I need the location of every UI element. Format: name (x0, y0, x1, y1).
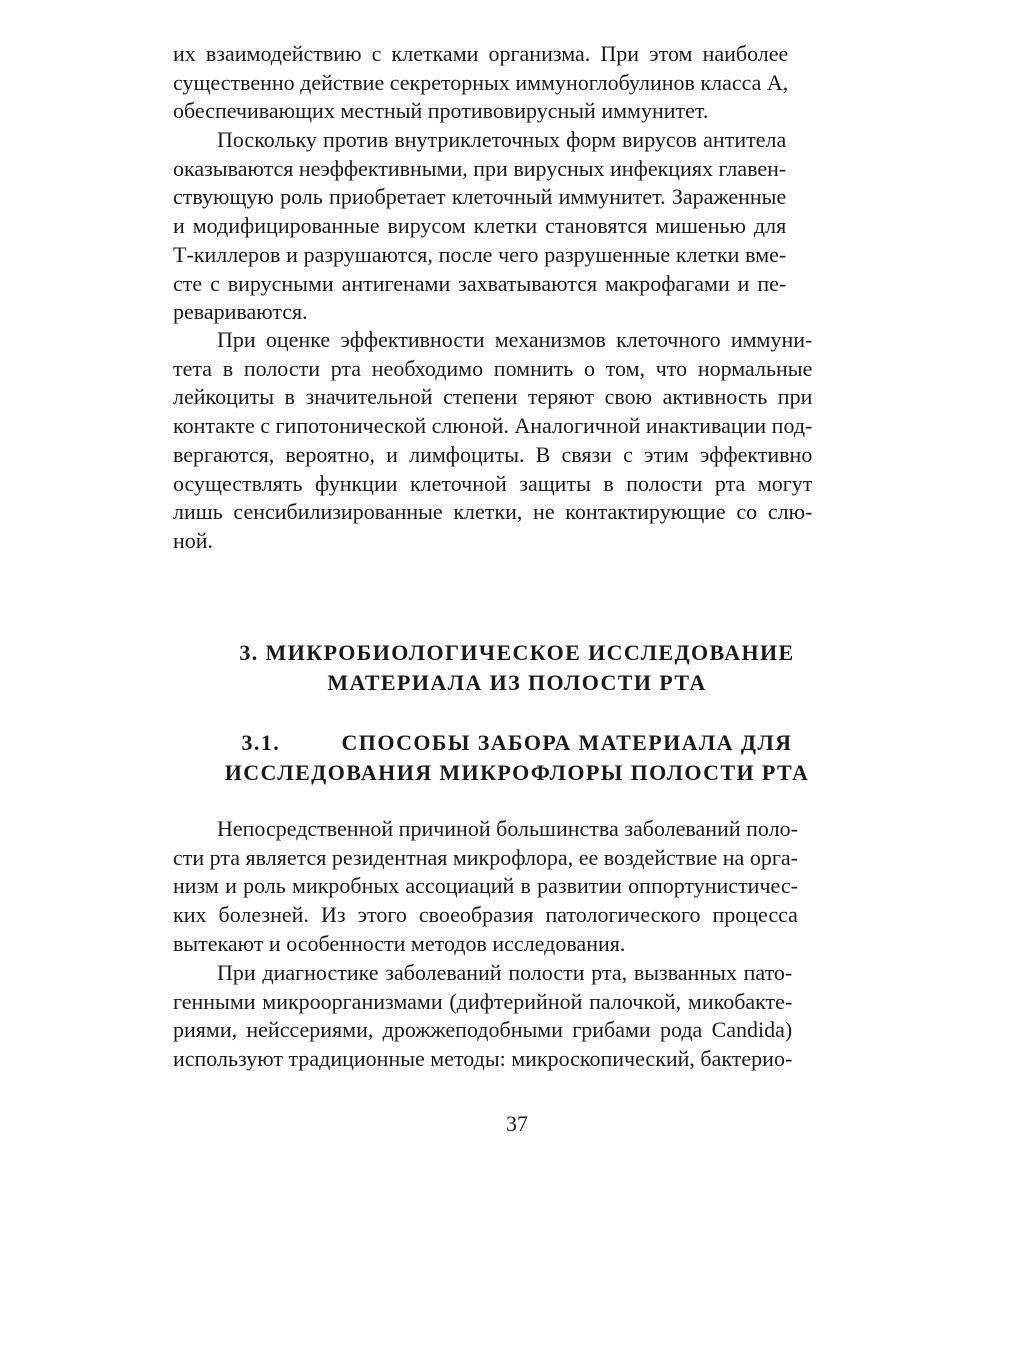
text-line: При оценке эффективности механизмов клеточного иммуни- (217, 327, 813, 352)
heading-line: 3. МИКРОБИОЛОГИЧЕСКОЕ ИССЛЕДОВАНИЕ (239, 640, 795, 665)
text-line: обеспечивающих местный противовирусный иммунитет. (173, 98, 709, 124)
text-line: ких болезней. Из этого своеобразия патологического процесса (173, 902, 798, 928)
text-line: лишь сенсибилизированные клетки, не контактирующие со слю- (173, 499, 813, 525)
text-line: тета в полости рта необходимо помнить о том, что нормальные (173, 355, 813, 381)
text-line: сте с вирусными антигенами захватываются макрофагами и пе- (173, 270, 787, 296)
text-line: Поскольку против внутриклеточных форм вирусов антитела (217, 127, 787, 152)
paragraph (173, 126, 786, 327)
paragraph (173, 40, 788, 126)
text-line: существенно действие секреторных иммуноглобулинов класса А, (173, 69, 789, 95)
paragraph (173, 815, 798, 959)
text-line: ствующую роль приобретает клеточный иммунитет. Зараженные (173, 184, 787, 210)
heading-line: ИССЛЕДОВАНИЯ МИКРОФЛОРЫ ПОЛОСТИ РТА (224, 760, 810, 785)
text-line: низм и роль микробных ассоциаций в развитии оппортунистичес- (173, 873, 798, 899)
paragraph (173, 959, 792, 1074)
text-line: При диагностике заболеваний полости рта, вызванных пато- (217, 960, 793, 985)
subsection-number: 3.1. (241, 730, 281, 755)
text-line: Непосредственной причиной большинства заболеваний поло- (217, 816, 798, 841)
text-line: ной. (173, 527, 214, 553)
text-line: оказываются неэффективными, при вирусных инфекциях главен- (173, 155, 787, 181)
text-line: контакте с гипотонической слюной. Аналогичной инактивации под- (173, 413, 813, 439)
paragraph (173, 326, 812, 556)
text-line: риями, нейссериями, дрожжеподобными грибами рода Candida) (173, 1017, 793, 1043)
text-line: ревариваются. (173, 299, 308, 325)
section-heading (173, 638, 861, 698)
text-line: Т-киллеров и разрушаются, после чего разрушенные клетки вме- (173, 241, 787, 267)
heading-line (173, 728, 861, 758)
subsection-title-part: СПОСОБЫ ЗАБОРА МАТЕРИАЛА ДЛЯ (341, 730, 793, 755)
subsection-heading (173, 728, 861, 788)
text-line: сти рта является резидентная микрофлора, ее воздействие на орга- (173, 844, 798, 870)
text-line: и модифицированные вирусом клетки становятся мишенью для (173, 213, 787, 239)
text-line: осуществлять функции клеточной защиты в полости рта могут (173, 470, 813, 496)
text-line: их взаимодействию с клетками организма. При этом наиболее (173, 41, 789, 66)
text-line: лейкоциты в значительной степени теряют свою активность при (173, 384, 813, 410)
text-line: вытекают и особенности методов исследования. (173, 930, 626, 956)
text-line: используют традиционные методы: микроскопический, бактерио- (173, 1046, 793, 1072)
heading-line: МАТЕРИАЛА ИЗ ПОЛОСТИ РТА (327, 670, 707, 695)
text-line: генными микроорганизмами (дифтерийной палочкой, микобакте- (173, 988, 793, 1014)
text-line: вергаются, вероятно, и лимфоциты. В связи с этим эффективно (173, 441, 813, 467)
page-number: 37 (506, 1111, 528, 1136)
